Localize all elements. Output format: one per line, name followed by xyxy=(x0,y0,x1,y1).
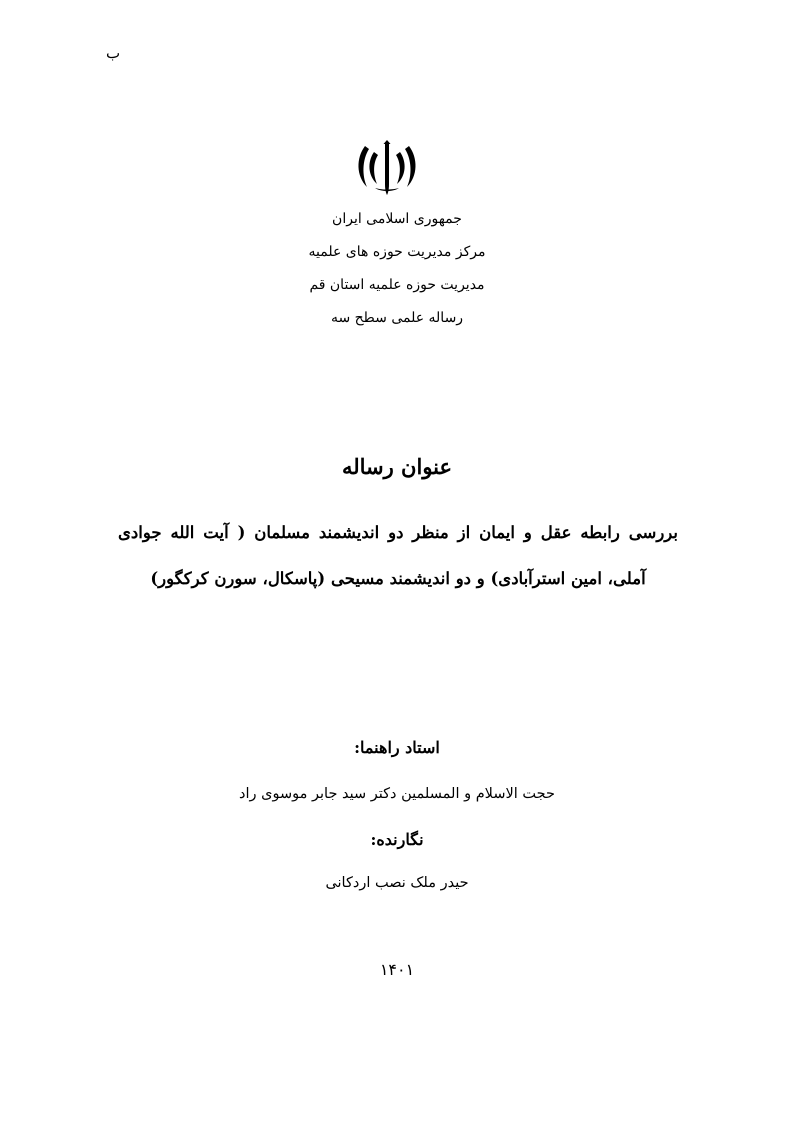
advisor-label: استاد راهنما: xyxy=(354,738,440,757)
author-name: حیدر ملک نصب اردکانی xyxy=(325,875,469,891)
advisor-name: حجت الاسلام و المسلمین دکتر سید جابر موسوی راد xyxy=(239,786,555,802)
institution-header xyxy=(0,203,794,335)
thesis-title: بررسی رابطه عقل و ایمان از منظر دو اندیشمند مسلمان ( آیت الله جوادی آملی، امین استرآبادی) و دو اندیشمند مسیحی (پاسکال، سورن کرکگور) xyxy=(118,523,678,588)
iran-emblem-icon xyxy=(355,140,419,196)
year: ۱۴۰۱ xyxy=(379,960,415,979)
page-number-letter: ب xyxy=(106,44,121,62)
author-label: نگارنده: xyxy=(370,830,424,849)
header-line-level: رساله علمی سطح سه xyxy=(330,310,464,326)
header-line-province: مدیریت حوزه علمیه استان قم xyxy=(309,277,485,293)
thesis-heading: عنوان رساله xyxy=(341,454,453,479)
header-line-country: جمهوری اسلامی ایران xyxy=(332,211,462,227)
header-line-center: مرکز مدیریت حوزه های علمیه xyxy=(308,244,486,260)
